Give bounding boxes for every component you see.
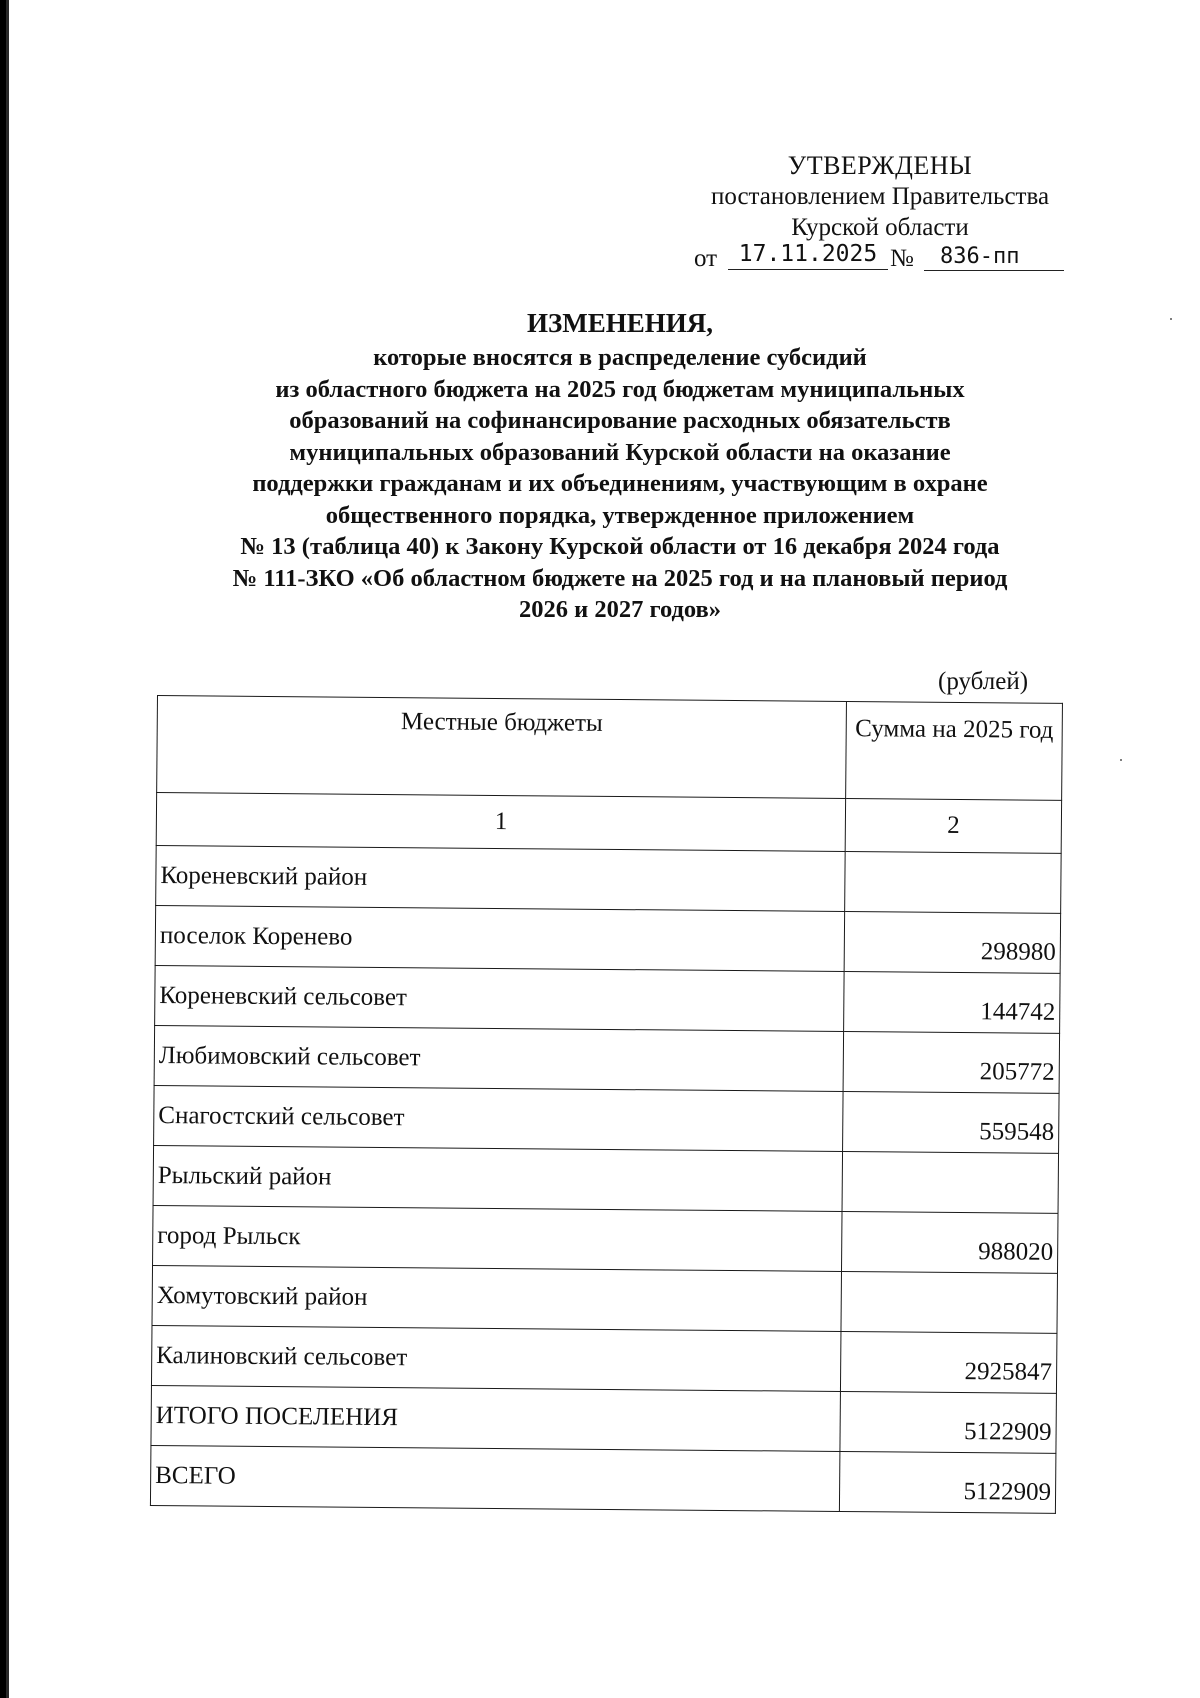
scan-edge-left-shadow	[6, 0, 9, 1698]
row-name: Кореневский сельсовет	[155, 965, 845, 1031]
header-sum-2025: Сумма на 2025 год	[846, 702, 1063, 801]
table-row-subtotal	[151, 1385, 1056, 1453]
table-header-row	[157, 696, 1063, 801]
heading-title: ИЗМЕНЕНИЯ,	[526, 308, 713, 338]
heading-line: которые вносятся в распределение субсидий	[373, 344, 867, 371]
row-sum: 559548	[843, 1092, 1059, 1154]
table-column-number-row	[156, 793, 1061, 854]
row-name: Рыльский район	[153, 1145, 843, 1211]
approval-date-line	[680, 243, 1080, 277]
scan-speck	[1170, 318, 1172, 320]
row-name: Калиновский сельсовет	[151, 1325, 841, 1391]
row-sum: 5122909	[840, 1391, 1056, 1453]
row-name: город Рыльск	[153, 1205, 843, 1271]
row-name: Снагостский сельсовет	[154, 1085, 844, 1151]
number-prefix: №	[890, 245, 914, 272]
header-local-budgets: Местные бюджеты	[157, 696, 847, 799]
row-name: Кореневский район	[156, 845, 846, 911]
table-row	[155, 905, 1060, 973]
heading-line: № 111-ЗКО «Об областном бюджете на 2025 год и на плановый период	[232, 564, 1008, 592]
row-sum: 5122909	[840, 1451, 1056, 1513]
row-sum: 205772	[843, 1032, 1059, 1094]
approval-number: 836-пп	[924, 241, 1064, 271]
row-name: Любимовский сельсовет	[154, 1025, 844, 1091]
row-sum	[845, 852, 1061, 914]
table-row	[154, 1025, 1059, 1093]
table-row	[156, 845, 1061, 913]
table-row	[154, 1085, 1059, 1153]
heading-line: общественного порядка, утвержденное приложением	[325, 501, 915, 529]
table-row	[152, 1265, 1057, 1333]
table-row	[155, 965, 1060, 1033]
heading-line: 2026 и 2027 годов»	[518, 596, 722, 623]
row-sum: 144742	[844, 972, 1060, 1034]
row-name: Хомутовский район	[152, 1265, 842, 1331]
date-prefix: от	[694, 245, 718, 272]
heading-line: № 13 (таблица 40) к Закону Курской области от 16 декабря 2024 года	[240, 533, 1000, 560]
budget-table	[150, 695, 1063, 1514]
heading-line: образований на софинансирование расходных обязательств	[289, 407, 951, 434]
row-name: поселок Коренево	[155, 905, 845, 971]
column-number-1: 1	[156, 793, 846, 852]
row-name: ИТОГО ПОСЕЛЕНИЯ	[151, 1385, 841, 1451]
approval-title: УТВЕРЖДЕНЫ	[787, 151, 973, 180]
row-name: ВСЕГО	[150, 1445, 840, 1511]
row-sum	[842, 1152, 1058, 1214]
column-number-2: 2	[845, 799, 1061, 854]
heading-line: муниципальных образований Курской области на оказание	[289, 438, 951, 466]
approval-line-1: постановлением Правительства	[710, 183, 1050, 210]
row-sum: 2925847	[841, 1331, 1057, 1393]
document-heading	[150, 306, 1090, 626]
approval-line-2: Курской области	[791, 214, 969, 241]
scan-speck	[1120, 759, 1122, 761]
table-row-total	[150, 1445, 1055, 1513]
heading-line: из областного бюджета на 2025 год бюджетам муниципальных	[275, 375, 965, 403]
approval-date: 17.11.2025	[728, 239, 888, 270]
row-sum: 298980	[844, 912, 1060, 974]
table-row	[151, 1325, 1056, 1393]
row-sum: 988020	[842, 1211, 1058, 1273]
approval-block	[680, 150, 1080, 277]
row-sum	[841, 1271, 1057, 1333]
table-row	[153, 1205, 1058, 1273]
units-label: (рублей)	[938, 668, 1029, 695]
heading-line: поддержки гражданам и их объединениям, участвующим в охране	[252, 470, 988, 497]
table-row	[153, 1145, 1058, 1213]
